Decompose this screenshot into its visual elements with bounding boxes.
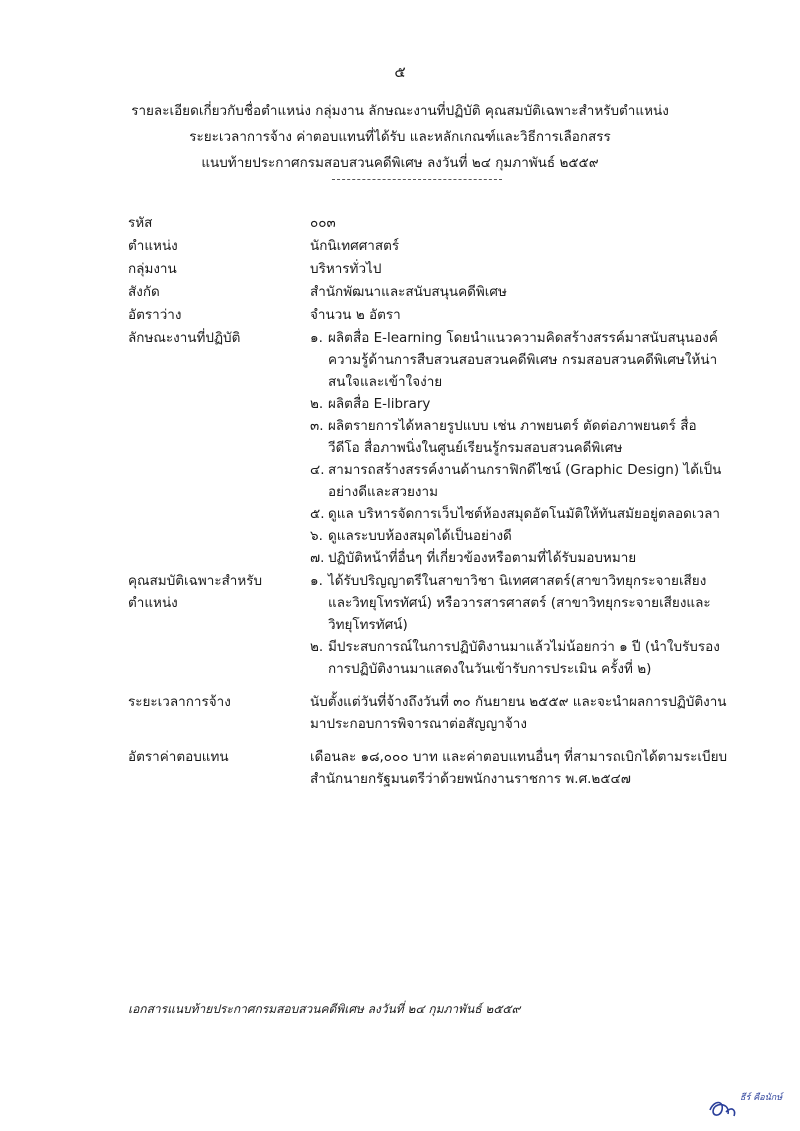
code-label: รหัส: [128, 215, 153, 231]
position-details: [128, 212, 728, 791]
item-text: ดูแลระบบห้องสมุดได้เป็นอย่างดี: [328, 528, 512, 544]
item-number: ๒.: [310, 639, 324, 655]
item-number: ๓.: [310, 418, 324, 434]
heading-line-2: ระยะเวลาการจ้าง ค่าตอบแทนที่ได้รับ และหลักเกณฑ์และวิธีการเลือกสรร: [189, 129, 611, 145]
vacancy-label: อัตราว่าง: [128, 307, 182, 323]
item-text: มีประสบการณ์ในการปฏิบัติงานมาแล้วไม่น้อยกว่า ๑ ปี (นำใบรับรองการปฏิบัติงานมาแสดงในวันเข้ารับการประเมิน ครั้งที่ ๒): [328, 639, 720, 677]
qualifications-label: คุณสมบัติเฉพาะสำหรับตำแหน่ง: [128, 573, 263, 611]
item-number: ๒.: [310, 396, 324, 412]
compensation-value: เดือนละ ๑๘,๐๐๐ บาท และค่าตอบแทนอื่นๆ ที่สามารถเบิกได้ตามระเบียบสำนักนายกรัฐมนตรีว่าด้วยพนักงานราชการ พ.ศ.๒๕๔๗: [310, 749, 728, 787]
period-value: นับตั้งแต่วันที่จ้างถึงวันที่ ๓๐ กันยายน ๒๕๕๙ และจะนำผลการปฏิบัติงานมาประกอบการพิจารณาต่อสัญญาจ้าง: [310, 694, 727, 732]
list-item: [310, 570, 728, 636]
item-number: ๗.: [310, 550, 325, 566]
code-row: [128, 212, 728, 234]
period-label: ระยะเวลาการจ้าง: [128, 694, 231, 710]
position-row: [128, 235, 728, 257]
position-value: นักนิเทศศาสตร์: [310, 238, 400, 254]
group-label: กลุ่มงาน: [128, 261, 177, 277]
item-number: ๖.: [310, 528, 323, 544]
item-number: ๔.: [310, 462, 325, 478]
item-number: ๑.: [310, 573, 323, 589]
list-item: [310, 393, 728, 415]
document-heading: [0, 98, 800, 176]
group-row: [128, 258, 728, 280]
list-item: [310, 459, 728, 503]
list-item: [310, 503, 728, 525]
item-number: ๑.: [310, 330, 323, 346]
item-text: ผลิตรายการได้หลายรูปแบบ เช่น ภาพยนตร์ ตัดต่อภาพยนตร์ สื่อวีดีโอ สื่อภาพนิ่งในศูนย์เรียนรู้กรมสอบสวนคดีพิเศษ: [328, 418, 697, 456]
item-text: ผลิตสื่อ E-learning โดยนำแนวความคิดสร้างสรรค์มาสนับสนุนองค์ความรู้ด้านการสืบสวนสอบสวนคดีพิเศษ กรมสอบสวนคดีพิเศษให้น่าสนใจและเข้าใจง่าย: [328, 330, 718, 390]
duties-list: [310, 327, 728, 569]
duties-row: [128, 327, 728, 569]
list-item: [310, 547, 728, 569]
item-text: ดูแล บริหารจัดการเว็บไซต์ห้องสมุดอัตโนมัติให้ทันสมัยอยู่ตลอดเวลา: [328, 506, 720, 522]
qualifications-list: [310, 570, 728, 680]
signature-text: ธีร์ คือนักษ์: [740, 1093, 783, 1103]
item-text: สามารถสร้างสรรค์งานด้านกราฟิกดีไซน์ (Graphic Design) ได้เป็นอย่างดีและสวยงาม: [328, 462, 722, 500]
item-number: ๕.: [310, 506, 325, 522]
list-item: [310, 415, 728, 459]
heading-line-3: แนบท้ายประกาศกรมสอบสวนคดีพิเศษ ลงวันที่ ๒๔ กุมภาพันธ์ ๒๕๕๙: [201, 155, 599, 171]
duties-label: ลักษณะงานที่ปฏิบัติ: [128, 330, 241, 346]
document-footer: เอกสารแนบท้ายประกาศกรมสอบสวนคดีพิเศษ ลงวันที่ ๒๔ กุมภาพันธ์ ๒๕๕๙: [128, 1002, 521, 1016]
page-number: ๕: [394, 63, 406, 81]
item-text: ได้รับปริญญาตรีในสาขาวิชา นิเทศศาสตร์(สาขาวิทยุกระจายเสียงและวิทยุโทรทัศน์) หรือวารสารศาสตร์ (สาขาวิทยุกระจายเสียงและวิทยุโทรทัศน์): [328, 573, 711, 633]
vacancy-row: [128, 304, 728, 326]
affiliation-value: สำนักพัฒนาและสนับสนุนคดีพิเศษ: [310, 284, 507, 300]
heading-line-1: รายละเอียดเกี่ยวกับชื่อตำแหน่ง กลุ่มงาน ลักษณะงานที่ปฏิบัติ คุณสมบัติเฉพาะสำหรับตำแหน่ง: [131, 103, 669, 119]
list-item: [310, 636, 728, 680]
affiliation-row: [128, 281, 728, 303]
compensation-label: อัตราค่าตอบแทน: [128, 749, 229, 765]
list-item: [310, 525, 728, 547]
position-label: ตำแหน่ง: [128, 238, 178, 254]
item-text: ปฏิบัติหน้าที่อื่นๆ ที่เกี่ยวข้องหรือตามที่ได้รับมอบหมาย: [328, 550, 637, 566]
compensation-row: [128, 746, 728, 790]
list-item: [310, 327, 728, 393]
affiliation-label: สังกัด: [128, 284, 160, 300]
vacancy-value: จำนวน ๒ อัตรา: [310, 307, 401, 323]
qualifications-row: [128, 570, 728, 680]
item-text: ผลิตสื่อ E-library: [328, 396, 431, 412]
period-row: [128, 691, 728, 735]
heading-divider: [332, 179, 502, 180]
code-value: ๐๐๓: [310, 215, 336, 231]
group-value: บริหารทั่วไป: [310, 261, 382, 277]
